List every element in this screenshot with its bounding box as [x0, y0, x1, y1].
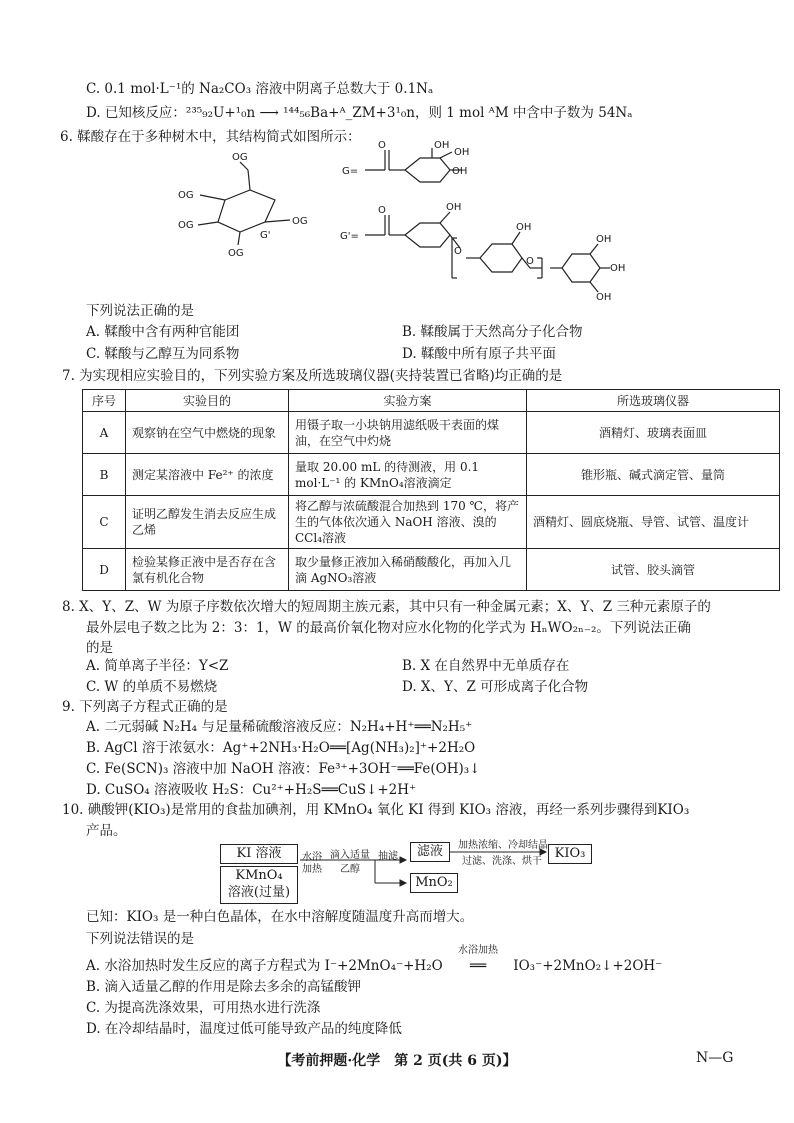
q8-option-d: D. X、Y、Z 可形成离子化合物: [402, 679, 589, 695]
flow-step1a: 水浴: [302, 852, 322, 863]
g-label: G=: [342, 166, 359, 177]
oh-label-4: OH: [446, 202, 462, 213]
table-cell: 酒精灯、玻璃表面皿: [527, 412, 780, 454]
ester-o-2: O: [526, 256, 534, 267]
table-cell: A: [83, 412, 126, 454]
q10-option-a-lhs: A. 水浴加热时发生反应的离子方程式为 I⁻+2MnO₄⁻+H₂O: [86, 958, 443, 974]
q9-option-b: B. AgCl 溶于浓氨水：Ag⁺+2NH₃·H₂O══[Ag(NH₃)₂]⁺+2H₂O: [86, 740, 476, 756]
table-cell: 试管、胶头滴管: [527, 549, 780, 591]
flow-step2b: 乙醇: [340, 864, 360, 875]
q10-option-a-arrow: 水浴加热 ══: [447, 957, 509, 975]
table-header-cell: 所选玻璃仪器: [527, 390, 780, 412]
q9-option-a: A. 二元弱碱 N₂H₄ 与足量稀硫酸溶液反应：N₂H₄+H⁺══N₂H₅⁺: [86, 719, 473, 735]
paper-code: N—G: [696, 1050, 734, 1066]
og-label-3: OG: [178, 220, 194, 231]
table-cell: C: [83, 496, 126, 549]
q10-prompt: 下列说法错误的是: [86, 931, 194, 947]
q10-stem-line2: 产品。: [86, 823, 127, 839]
q10-stem-line1: 10. 碘酸钾(KIO₃)是常用的食盐加碘剂，用 KMnO₄ 氧化 KI 得到 KIO₃ 溶液，再经一系列步骤得到KIO₃: [62, 802, 690, 818]
flow-step1b: 加热: [302, 864, 322, 875]
q6-stem: 6. 鞣酸存在于多种树木中，其结构简式如图所示：: [60, 129, 361, 145]
table-header-cell: 实验目的: [126, 390, 289, 412]
table-row: [83, 412, 780, 454]
q9-option-c: C. Fe(SCN)₃ 溶液中加 NaOH 溶液：Fe³⁺+3OH⁻══Fe(OH)₃↓: [86, 761, 481, 777]
q9-stem: 9. 下列离子方程式正确的是: [62, 699, 228, 715]
flow-step3: 抽滤: [378, 851, 398, 862]
flow-kmno4-box: [220, 866, 298, 904]
q8-stem-line1: 8. X、Y、Z、W 为原子序数依次增大的短周期主族元素，其中只有一种金属元素；X、Y、Z 三种元素原子的: [62, 599, 711, 615]
og-label-4: OG: [228, 248, 244, 259]
oh-label-2: OH: [454, 147, 470, 158]
table-cell: 酒精灯、圆底烧瓶、导管、试管、温度计: [527, 496, 780, 549]
oh-label-8: OH: [596, 292, 612, 303]
table-cell: 将乙醇与浓硫酸混合加热到 170 ℃，将产生的气体依次通入 NaOH 溶液、溴的 CCl₄溶液: [289, 496, 527, 549]
q10-option-d: D. 在冷却结晶时，温度过低可能导致产品的纯度降低: [86, 1021, 402, 1037]
flow-step2a: 滴入适量: [330, 850, 370, 861]
carbonyl-o-1: O: [378, 140, 386, 151]
table-header-cell: 序号: [83, 390, 126, 412]
table-header-row: [83, 390, 780, 412]
og-label-2: OG: [178, 190, 194, 201]
q10-known: 已知：KIO₃ 是一种白色晶体，在水中溶解度随温度升高而增大。: [86, 909, 474, 925]
oh-label-7: OH: [610, 263, 626, 274]
q10-option-b: B. 滴入适量乙醇的作用是除去多余的高锰酸钾: [86, 979, 362, 995]
page-footer: 【考前押题·化学 第 2 页(共 6 页)】: [277, 1053, 517, 1069]
ester-o-1: O: [454, 246, 462, 257]
oh-label-1: OH: [434, 140, 450, 151]
oh-label-5: OH: [516, 222, 532, 233]
tannic-acid-structure: [170, 140, 630, 308]
q6-option-d: D. 鞣酸中所有原子共平面: [402, 346, 556, 362]
q9-option-d: D. CuSO₄ 溶液吸收 H₂S：Cu²⁺+H₂S══CuS↓+2H⁺: [86, 782, 417, 798]
flow-kmno4-line2: 溶液(过量): [227, 885, 291, 900]
table-row: [83, 496, 780, 549]
q8-option-a: A. 简单离子半径：Y<Z: [86, 658, 229, 674]
carbonyl-o-2: O: [378, 205, 386, 216]
table-cell: 量取 20.00 mL 的待测液，用 0.1 mol·L⁻¹ 的 KMnO₄溶液滴定: [289, 454, 527, 496]
table-cell: 取少量修正液加入稀硝酸酸化，再加入几滴 AgNO₃溶液: [289, 549, 527, 591]
oh-label-6: OH: [596, 234, 612, 245]
q8-stem-line2: 最外层电子数之比为 2：3：1，W 的最高价氧化物对应水化物的化学式为 HₙWO₂ₙ₋₂。下列说法正确: [86, 620, 691, 636]
oh-label-3: OH: [452, 166, 468, 177]
table-cell: 检验某修正液中是否存在含氯有机化合物: [126, 549, 289, 591]
q5-option-d: D. 已知核反应：²³⁵₉₂U+¹₀n ⟶ ¹⁴⁴₅₆Ba+ᴬ_ZM+3¹₀n，则 1 mol ᴬM 中含中子数为 54Nₐ: [86, 105, 633, 121]
flow-filtrate-box: 滤液: [410, 842, 450, 862]
og-label-5: OG: [292, 216, 308, 227]
q10-option-a-rhs: IO₃⁻+2MnO₂↓+2OH⁻: [513, 958, 663, 974]
table-cell: 锥形瓶、碱式滴定管、量筒: [527, 454, 780, 496]
q7-stem: 7. 为实现相应实验目的，下列实验方案及所选玻璃仪器(夹持装置已省略)均正确的是: [62, 368, 563, 384]
q8-stem-line3: 的是: [86, 640, 113, 656]
table-cell: 用镊子取一小块钠用滤纸吸干表面的煤油，在空气中灼烧: [289, 412, 527, 454]
table-cell: 测定某溶液中 Fe²⁺ 的浓度: [126, 454, 289, 496]
table-cell: 观察钠在空气中燃烧的现象: [126, 412, 289, 454]
q8-option-c: C. W 的单质不易燃烧: [86, 679, 218, 695]
flow-kmno4-line1: KMnO₄: [235, 868, 283, 883]
q6-option-c: C. 鞣酸与乙醇互为同系物: [86, 346, 240, 362]
q6-option-a: A. 鞣酸中含有两种官能团: [86, 324, 240, 340]
g-prime-marker: G': [260, 230, 271, 241]
q10-option-a: [86, 945, 663, 975]
q10-option-c: C. 为提高洗涤效果，可用热水进行洗涤: [86, 1000, 321, 1016]
flow-ki-box: KI 溶液: [220, 844, 298, 864]
flow-step4a: 加热浓缩、冷却结晶: [458, 840, 548, 851]
table-cell: D: [83, 549, 126, 591]
q6-prompt: 下列说法正确的是: [86, 303, 194, 319]
q5-option-c: C. 0.1 mol·L⁻¹的 Na₂CO₃ 溶液中阴离子总数大于 0.1Nₐ: [86, 81, 434, 97]
flow-mno2-box: MnO₂: [410, 873, 458, 893]
table-header-cell: 实验方案: [289, 390, 527, 412]
q7-table: [82, 389, 780, 591]
q8-option-b: B. X 在自然界中无单质存在: [402, 658, 570, 674]
og-label-1: OG: [232, 152, 248, 163]
table-cell: B: [83, 454, 126, 496]
table-cell: 证明乙醇发生消去反应生成乙烯: [126, 496, 289, 549]
q6-option-b: B. 鞣酸属于天然高分子化合物: [402, 324, 583, 340]
flow-product-box: KIO₃: [548, 844, 592, 864]
q10-option-a-condition: 水浴加热: [457, 945, 498, 956]
table-row: [83, 549, 780, 591]
flow-step4b: 过滤、洗涤、烘干: [462, 856, 542, 867]
table-row: [83, 454, 780, 496]
g-prime-label: G'=: [340, 231, 359, 242]
